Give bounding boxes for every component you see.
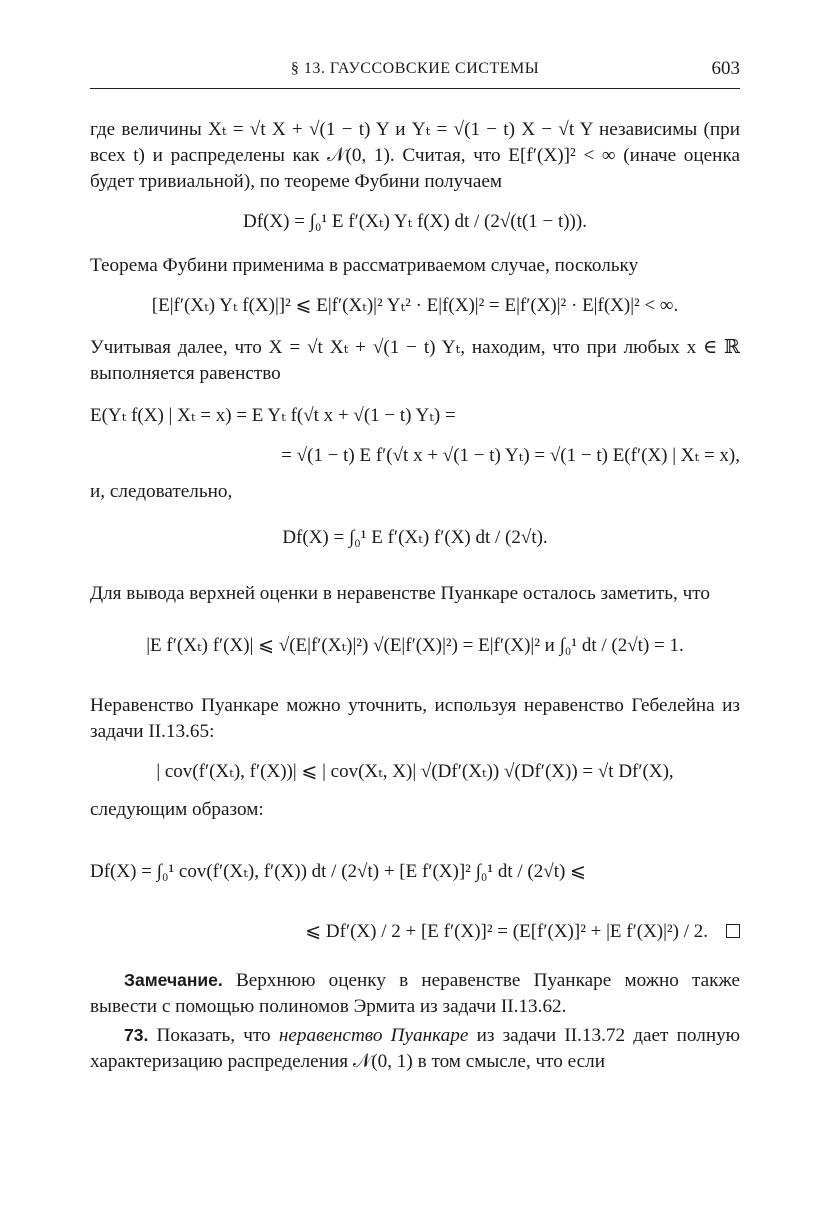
section-title: § 13. ГАУССОВСКИЕ СИСТЕМЫ <box>290 60 540 77</box>
equation-1: Df(X) = ∫₀¹ E f′(Xₜ) Yₜ f(X) dt / (2√(t(1 − t))). <box>243 211 587 232</box>
qed-square-icon <box>726 924 740 938</box>
equation-6: | cov(f′(Xₜ), f′(X))| ⩽ | cov(Xₜ, X)| √(Df′(Xₜ)) √(Df′(X)) = √t Df′(X), <box>156 761 674 782</box>
page-content <box>90 52 740 1075</box>
equation-2: [E|f′(Xₜ) Yₜ f(X)|]² ⩽ E|f′(Xₜ)|² Yₜ² · E|f(X)|² = E|f′(X)|² · E|f(X)|² < ∞. <box>151 295 679 316</box>
problem-text-start: Показать, что <box>156 1025 271 1046</box>
paragraph-3: Учитывая далее, что X = √t Xₜ + √(1 − t) Yₜ, находим, что при любых x ∈ ℝ выполняется равенство <box>90 337 740 384</box>
problem-number: 73. <box>124 1025 149 1045</box>
running-header <box>90 52 740 89</box>
equation-7-line-2-text: ⩽ Df′(X) / 2 + [E f′(X)]² = (E[f′(X)]² + |E f′(X)|²) / 2. <box>305 921 708 942</box>
equation-3-line-1: E(Yₜ f(X) | Xₜ = x) = E Yₜ f(√t x + √(1 − t) Yₜ) = <box>90 405 456 426</box>
paragraph-7: следующим образом: <box>90 799 264 820</box>
problem-emphasis: неравенство Пуанкаре <box>278 1025 469 1046</box>
paragraph-5: Для вывода верхней оценки в неравенстве Пуанкаре осталось заметить, что <box>90 583 711 604</box>
remark-text: Верхнюю оценку в неравенстве Пуанкаре можно также вывести с помощью полиномов Эрмита из задачи II.13.62. <box>90 970 741 1017</box>
paragraph-6: Неравенство Пуанкаре можно уточнить, используя неравенство Гебелейна из задачи II.13.65: <box>90 695 740 742</box>
problem-73 <box>90 1022 740 1075</box>
equation-5: |E f′(Xₜ) f′(X)| ⩽ √(E|f′(Xₜ)|²) √(E|f′(X)|²) = E|f′(X)|² и ∫₀¹ dt / (2√t) = 1. <box>146 635 684 656</box>
problem-text-end: из задачи II.13.72 дает полную характеризацию распределения 𝒩(0, 1) в том смысле, что если <box>90 1025 741 1072</box>
page-number: 603 <box>711 58 740 79</box>
paragraph-4: и, следовательно, <box>90 481 233 502</box>
equation-7-line-1: Df(X) = ∫₀¹ cov(f′(Xₜ), f′(X)) dt / (2√t) + [E f′(X)]² ∫₀¹ dt / (2√t) ⩽ <box>90 861 586 882</box>
equation-4: Df(X) = ∫₀¹ E f′(Xₜ) f′(X) dt / (2√t). <box>282 527 548 548</box>
remark-paragraph <box>90 967 740 1020</box>
equation-7-line-2 <box>90 919 740 945</box>
remark-label: Замечание. <box>124 970 223 990</box>
paragraph-1: где величины Xₜ = √t X + √(1 − t) Y и Yₜ = √(1 − t) X − √t Y независимы (при всех t) и распределены как 𝒩(0, 1). Считая, что E[f′(X)]² < ∞ (иначе оценка будет тривиальной), по теореме Фубини получаем <box>90 119 740 192</box>
paragraph-2: Теорема Фубини применима в рассматриваемом случае, поскольку <box>90 255 639 276</box>
equation-3-line-2: = √(1 − t) E f′(√t x + √(1 − t) Yₜ) = √(1 − t) E(f′(X) | Xₜ = x), <box>281 445 740 466</box>
